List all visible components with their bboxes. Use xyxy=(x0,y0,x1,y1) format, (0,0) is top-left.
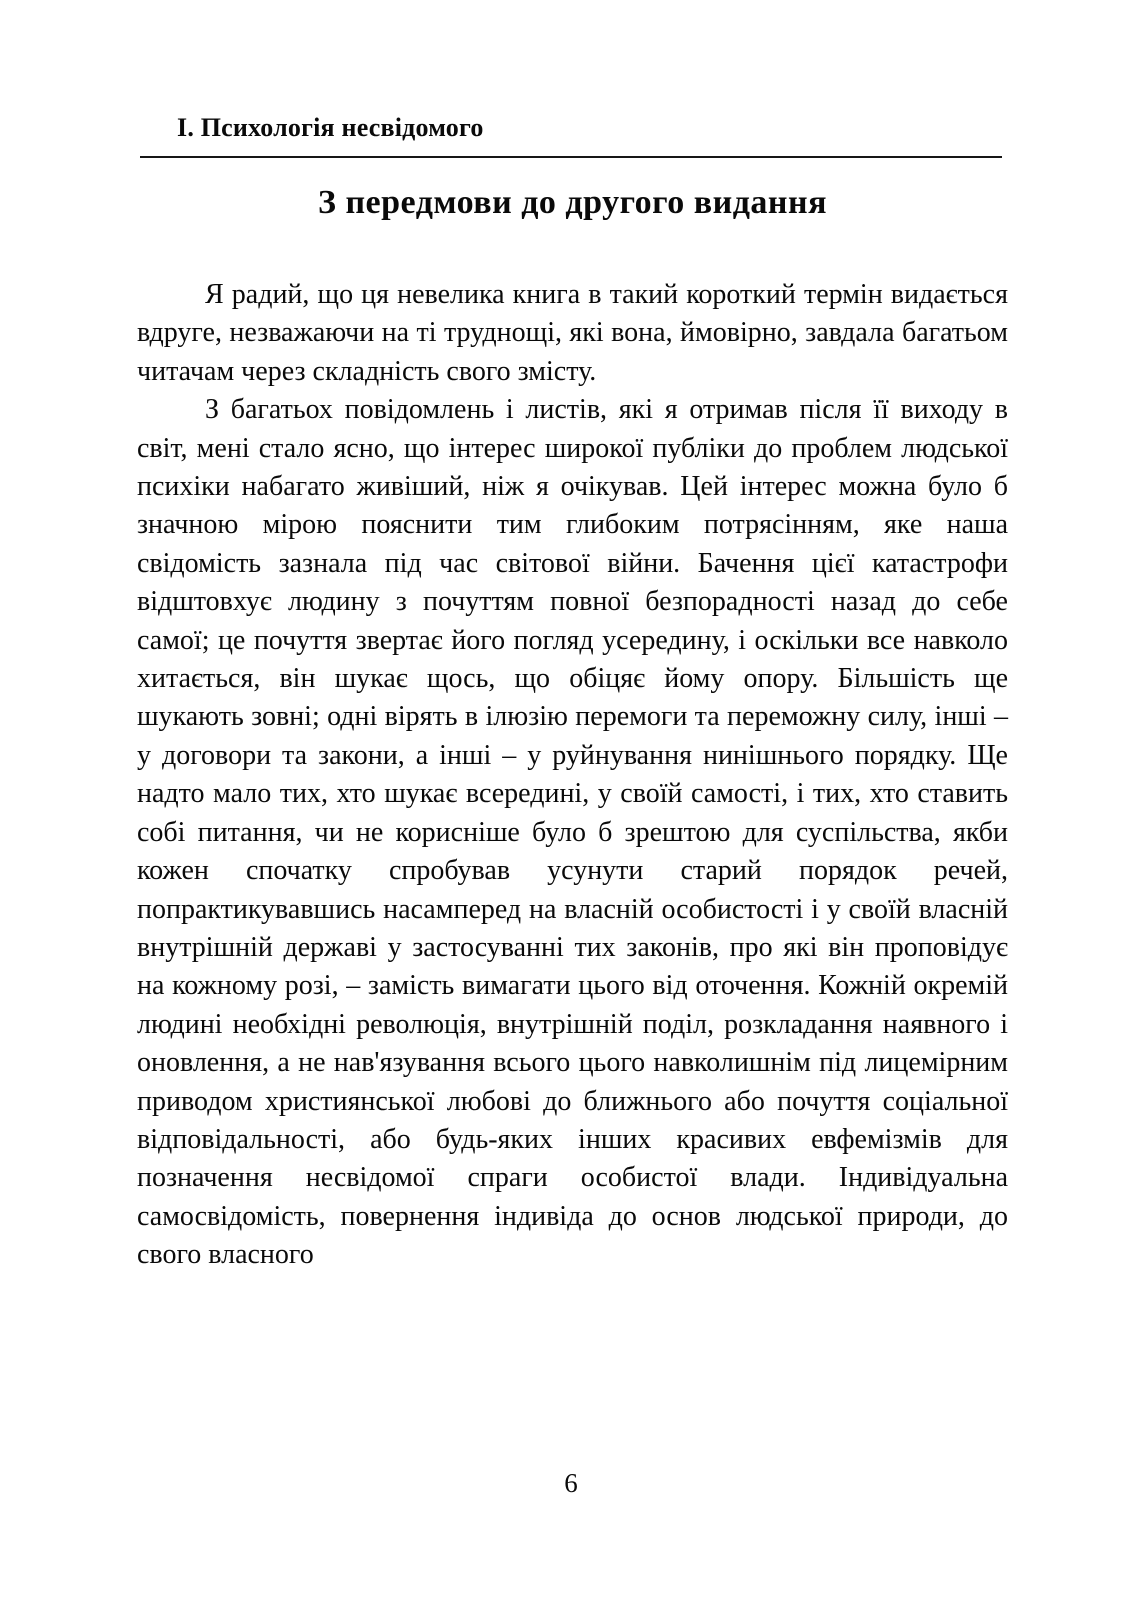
section-title: З передмови до другого видання xyxy=(318,184,827,221)
paragraph-1: Я радий, що ця невелика книга в такий короткий термін видається вдруге, незважаючи на ті труднощі, які вона, ймовірно, завдала багатьом читачам через складність свого змісту. xyxy=(137,279,1008,387)
paragraph-2: З багатьох повідомлень і листів, які я отримав після її виходу в світ, мені стало ясно, що інтерес широкої публіки до проблем людської психіки набагато живіший, ніж я очікував. Цей інтерес можна було б значною мірою пояснити тим глибоким потрясінням, яке наша свідомість зазнала під час світової війни. Бачення цієї катастрофи відштовхує людину з почуттям повної безпорадності назад до себе самої; це почуття звертає його погляд усередину, і оскільки все навколо хитається, він шукає щось, що обіцяє йому опору. Більшість ще шукають зовні; одні вірять в ілюзію перемоги та переможну силу, інші – у договори та закони, а інші – у руйнування нинішнього порядку. Ще надто мало тих, хто шукає всередині, у своїй самості, і тих, хто ставить собі питання, чи не корисніше було б зрештою для суспільства, якби кожен спочатку спробував усунути старий порядок речей, попрактикувавшись насамперед на власній особистості і у своїй власній внутрішній державі у застосуванні тих законів, про які він проповідує на кожному розі, – замість вимагати цього від оточення. Кожній окремій людині необхідні революція, внутрішній поділ, розкладання наявного і оновлення, а не нав'язування всього цього навколишнім під лицемірним приводом християнської любові до ближнього або почуття соціальної відповідальності, або будь-яких інших красивих евфемізмів для позначення несвідомої спраги особистої влади. Індивідуальна самосвідомість, повернення індивіда до основ людської природи, до свого власного xyxy=(137,394,1008,1271)
header-rule xyxy=(140,156,1002,158)
running-header-title: І. Психологія несвідомого xyxy=(177,113,484,142)
body-text xyxy=(137,276,1008,1275)
page-number: 6 xyxy=(564,1468,578,1498)
